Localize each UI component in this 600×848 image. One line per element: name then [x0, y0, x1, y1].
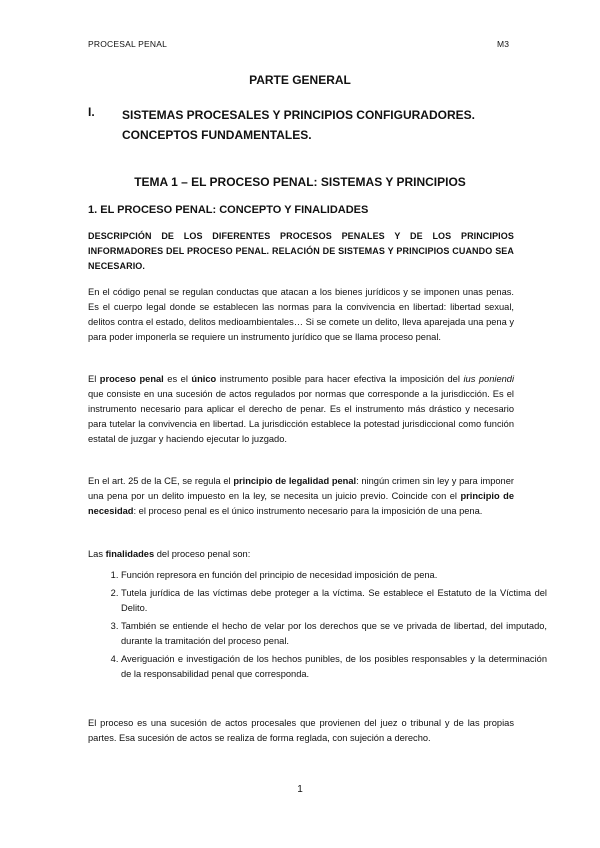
text: : ningún crimen sin ley y para imponer una pena por un delito impuesto en la ley, se necesita un juicio previo. Coincide con el — [88, 476, 514, 501]
paragraph-legalidad — [88, 474, 514, 519]
paragraph-proceso-penal — [88, 372, 514, 447]
text: : el proceso penal es el único instrumento necesario para la imposición de una pena. — [133, 506, 483, 516]
subsection-title: 1. EL PROCESO PENAL: CONCEPTO Y FINALIDADES — [88, 204, 369, 216]
description-heading: DESCRIPCIÓN DE LOS DIFERENTES PROCESOS PENALES Y DE LOS PRINCIPIOS INFORMADORES DEL PROCESO PENAL. RELACIÓN DE SISTEMAS Y PRINCIPIOS CUANDO SEA NECESARIO. — [88, 231, 514, 271]
paragraph-codigo-penal: En el código penal se regulan conductas que atacan a los bienes jurídicos y se imponen unas penas. Es el cuerpo legal donde se establecen las normas para la convivencia en libertad: libertad sexual, delitos contra el estado, delitos medioambientales… Si se comete un delito, lleva aparejada una pena y para poder imponerla se requiere un instrumento jurídico que se llama proceso penal. — [88, 287, 514, 342]
list-item — [121, 652, 547, 682]
finalidades-list — [88, 568, 547, 685]
list-item — [121, 619, 547, 649]
text: El — [88, 374, 100, 384]
paragraph-finalidades-intro — [88, 547, 514, 562]
text: Función represora en función del principio de necesidad — [121, 570, 355, 580]
bold-term: finalidades — [105, 549, 155, 559]
list-item — [121, 568, 547, 583]
tema-title: TEMA 1 – EL PROCESO PENAL: SISTEMAS Y PRINCIPIOS — [134, 175, 466, 189]
page-number: 1 — [297, 784, 303, 795]
bold-term: principio de legalidad penal — [233, 476, 357, 486]
text: que consiste en una sucesión de actos regulados por normas que corresponde a la jurisdicción. Es el instrumento necesario para aplicar el derecho de penar. Es el instrumento más drástico y necesario para tutelar la convivencia en libertad. La jurisdicción establece la potestad jurisdiccional como función estatal de juzgar y haciendo ejecutar lo juzgado. — [88, 389, 514, 444]
section-numeral: I. — [88, 105, 95, 119]
text: imposición de pena. — [354, 570, 438, 580]
bold-term: proceso penal — [99, 374, 164, 384]
text: En el art. 25 de la CE, se regula el — [88, 476, 234, 486]
italic-term: ius poniendi — [463, 374, 515, 384]
running-header-left: PROCESAL PENAL — [88, 39, 168, 49]
list-item — [121, 586, 547, 616]
running-header-right: M3 — [497, 39, 510, 49]
bold-term: único — [191, 374, 217, 384]
text: instrumento posible para hacer efectiva la imposición del — [216, 374, 464, 384]
paragraph-sucesion-actos: El proceso es una sucesión de actos procesales que provienen del juez o tribunal y de las propias partes. Esa sucesión de actos se realiza de forma reglada, con sujeción a derecho. — [88, 718, 514, 743]
part-title: PARTE GENERAL — [249, 73, 351, 87]
text: es el — [163, 374, 192, 384]
section-title: SISTEMAS PROCESALES Y PRINCIPIOS CONFIGURADORES. CONCEPTOS FUNDAMENTALES. — [122, 108, 475, 142]
text: También se entiende el hecho de velar por los derechos que se ve privada de libertad, del imputado, durante la tramitación del proceso penal. — [121, 621, 547, 646]
text: Averiguación e investigación de los hechos punibles, de los posibles responsables y la determinación de la responsabilidad penal que corresponda. — [121, 654, 547, 679]
text: del proceso penal son: — [154, 549, 251, 559]
text: Tutela jurídica de las víctimas — [121, 588, 251, 598]
text: debe proteger a la víctima. Se establece el Estatuto de la Víctima del Delito. — [121, 588, 547, 613]
text: Las — [88, 549, 106, 559]
bold-term: principio de necesidad — [88, 491, 515, 516]
